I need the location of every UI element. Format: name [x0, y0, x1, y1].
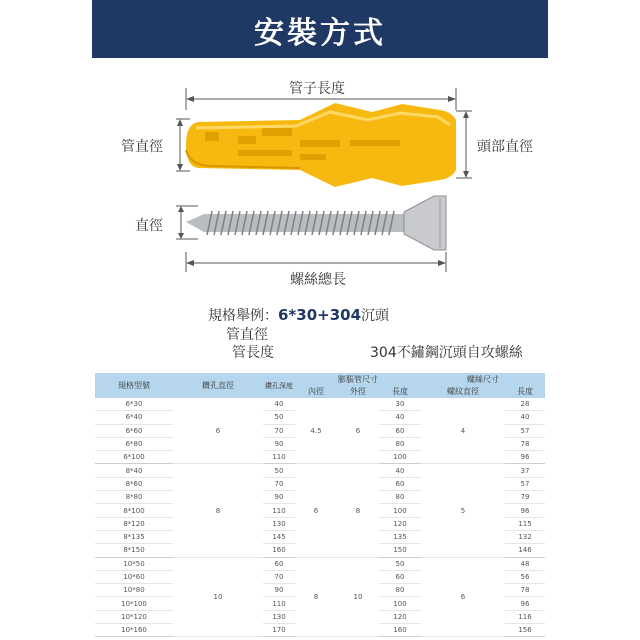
cell-screw-length: 146: [505, 544, 545, 557]
cell-drill-depth: 90: [263, 437, 295, 450]
cell-anchor-length: 120: [379, 517, 421, 530]
page-title: 安裝方式: [254, 16, 386, 51]
cell-drill-depth: 90: [263, 491, 295, 504]
cell-anchor-length: 120: [379, 610, 421, 623]
cell-inner-diameter: 8: [295, 557, 337, 637]
screw-total-length-label: 螺絲總長: [290, 272, 346, 288]
cell-drill-depth: 110: [263, 504, 295, 517]
cell-model: 8*100: [95, 504, 173, 517]
cell-model: 6*30: [95, 398, 173, 411]
cell-thread-diameter: 6: [421, 557, 505, 637]
cell-anchor-length: 40: [379, 464, 421, 477]
cell-model: 6*100: [95, 451, 173, 464]
cell-anchor-length: 100: [379, 451, 421, 464]
cell-model: 8*135: [95, 530, 173, 543]
cell-drill-diameter: 6: [173, 398, 263, 464]
cell-drill-depth: 170: [263, 624, 295, 637]
cell-anchor-length: 60: [379, 477, 421, 490]
header-model: 規格型號: [95, 373, 173, 398]
cell-drill-depth: 160: [263, 544, 295, 557]
header-thread-diameter: 螺紋直徑: [421, 386, 505, 398]
cell-model: 10*120: [95, 610, 173, 623]
tube-length-label: 管子長度: [289, 81, 345, 97]
spec-prefix: 規格舉例：: [208, 308, 278, 324]
cell-drill-depth: 110: [263, 451, 295, 464]
header-outer-diameter: 外徑: [337, 386, 379, 398]
cell-model: 10*80: [95, 584, 173, 597]
table-row: [95, 464, 545, 477]
cell-screw-length: 56: [505, 570, 545, 583]
cell-anchor-length: 60: [379, 424, 421, 437]
cell-drill-depth: 110: [263, 597, 295, 610]
cell-screw-length: 57: [505, 477, 545, 490]
cell-drill-diameter: 8: [173, 464, 263, 557]
header-screw-size: 螺絲尺寸: [421, 373, 545, 386]
header-drill-depth: 鑽孔深度: [263, 373, 295, 398]
cell-drill-depth: 70: [263, 570, 295, 583]
cell-screw-length: 57: [505, 424, 545, 437]
cell-model: 10*100: [95, 597, 173, 610]
cell-anchor-length: 80: [379, 491, 421, 504]
cell-inner-diameter: 4.5: [295, 398, 337, 464]
cell-anchor-length: 100: [379, 504, 421, 517]
cell-anchor-length: 135: [379, 530, 421, 543]
header-inner-diameter: 內徑: [295, 386, 337, 398]
cell-anchor-length: 50: [379, 557, 421, 570]
cell-screw-length: 37: [505, 464, 545, 477]
cell-screw-length: 78: [505, 437, 545, 450]
cell-outer-diameter: 6: [337, 398, 379, 464]
cell-model: 6*60: [95, 424, 173, 437]
cell-screw-length: 40: [505, 411, 545, 424]
anchor-screw-diagram: [0, 0, 640, 300]
cell-anchor-length: 160: [379, 624, 421, 637]
cell-drill-depth: 70: [263, 424, 295, 437]
spec-table: [95, 373, 545, 637]
cell-anchor-length: 60: [379, 570, 421, 583]
diameter-label: 直徑: [135, 218, 163, 234]
cell-model: 8*150: [95, 544, 173, 557]
cell-drill-depth: 130: [263, 517, 295, 530]
cell-thread-diameter: 4: [421, 398, 505, 464]
cell-drill-depth: 50: [263, 411, 295, 424]
cell-model: 8*120: [95, 517, 173, 530]
cell-screw-length: 79: [505, 491, 545, 504]
header-drill-diameter: 鑽孔直徑: [173, 373, 263, 398]
spec-note-screw: 304不鏽鋼沉頭自攻螺絲: [370, 345, 523, 361]
header-anchor-length: 長度: [379, 386, 421, 398]
cell-model: 10*50: [95, 557, 173, 570]
cell-anchor-length: 30: [379, 398, 421, 411]
cell-model: 6*80: [95, 437, 173, 450]
cell-screw-length: 96: [505, 597, 545, 610]
cell-model: 8*80: [95, 491, 173, 504]
table-row: [95, 557, 545, 570]
cell-model: 8*60: [95, 477, 173, 490]
cell-model: 10*160: [95, 624, 173, 637]
head-diameter-label: 頭部直徑: [477, 139, 533, 155]
cell-screw-length: 78: [505, 584, 545, 597]
cell-drill-depth: 40: [263, 398, 295, 411]
spec-table-body: [95, 398, 545, 637]
cell-screw-length: 156: [505, 624, 545, 637]
cell-inner-diameter: 6: [295, 464, 337, 557]
cell-drill-depth: 70: [263, 477, 295, 490]
screw: [186, 196, 446, 250]
spec-note-tube-length: 管長度: [232, 345, 274, 361]
cell-model: 6*40: [95, 411, 173, 424]
head-diameter-dimension: [456, 111, 472, 178]
table-row: [95, 398, 545, 411]
tube-diameter-label: 管直徑: [121, 139, 163, 155]
cell-screw-length: 96: [505, 504, 545, 517]
cell-outer-diameter: 10: [337, 557, 379, 637]
spec-note-tube-diameter: 管直徑: [226, 327, 268, 343]
spec-example: [208, 305, 389, 325]
cell-screw-length: 48: [505, 557, 545, 570]
cell-screw-length: 116: [505, 610, 545, 623]
cell-model: 8*40: [95, 464, 173, 477]
cell-screw-length: 115: [505, 517, 545, 530]
cell-screw-length: 96: [505, 451, 545, 464]
header-screw-length: 長度: [505, 386, 545, 398]
cell-outer-diameter: 8: [337, 464, 379, 557]
cell-anchor-length: 80: [379, 437, 421, 450]
cell-screw-length: 28: [505, 398, 545, 411]
spec-code: 6*30+304: [278, 306, 362, 324]
cell-anchor-length: 150: [379, 544, 421, 557]
cell-drill-depth: 145: [263, 530, 295, 543]
cell-drill-depth: 90: [263, 584, 295, 597]
cell-anchor-length: 40: [379, 411, 421, 424]
cell-anchor-length: 100: [379, 597, 421, 610]
cell-drill-depth: 60: [263, 557, 295, 570]
spec-table-wrap: [95, 373, 545, 637]
spec-suffix: 沉頭: [361, 308, 390, 324]
cell-drill-diameter: 10: [173, 557, 263, 637]
cell-drill-depth: 130: [263, 610, 295, 623]
cell-drill-depth: 50: [263, 464, 295, 477]
cell-thread-diameter: 5: [421, 464, 505, 557]
header-anchor-size: 膨脹管尺寸: [295, 373, 421, 386]
cell-screw-length: 132: [505, 530, 545, 543]
wall-plug: [186, 103, 456, 187]
cell-anchor-length: 80: [379, 584, 421, 597]
cell-model: 10*60: [95, 570, 173, 583]
